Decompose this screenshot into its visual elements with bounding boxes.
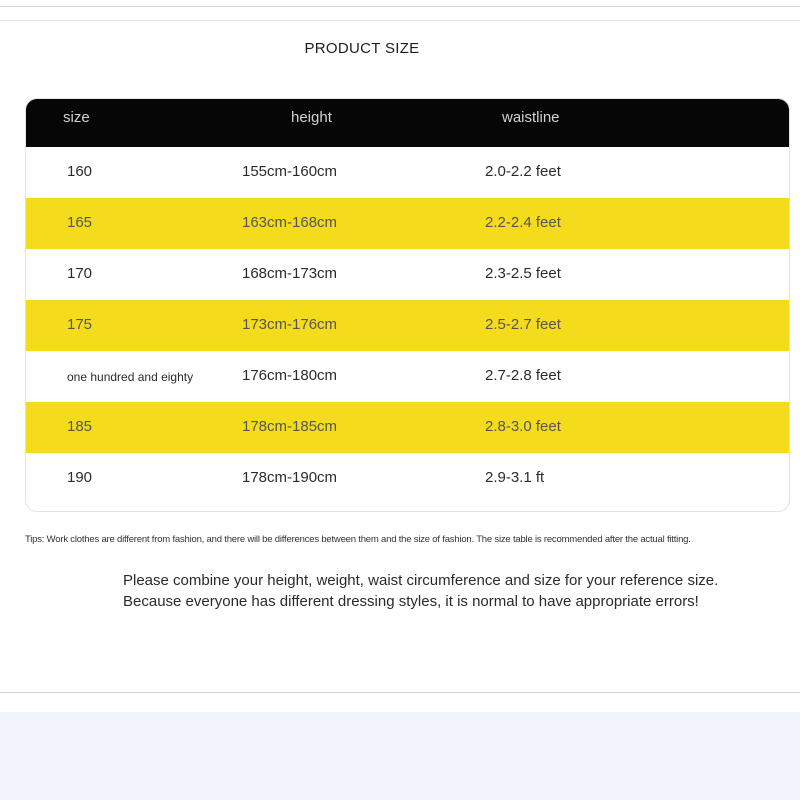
- cell-size: 160: [67, 163, 93, 180]
- table-row: [26, 351, 789, 402]
- cell-waistline: 2.8-3.0 feet: [485, 418, 561, 435]
- cell-height: 176cm-180cm: [242, 367, 338, 384]
- table-row: [26, 147, 789, 198]
- page-title: PRODUCT SIZE: [304, 40, 420, 57]
- reference-note: Please combine your height, weight, waist circumference and size for your reference size. Because everyone has different dressing styles, it is normal to have appropriate errors!: [123, 572, 719, 610]
- table-row: [26, 402, 789, 453]
- top-divider-secondary: [0, 20, 800, 21]
- cell-size: one hundred and eighty: [67, 370, 194, 384]
- cell-height: 173cm-176cm: [242, 316, 338, 333]
- cell-height: 168cm-173cm: [242, 265, 338, 282]
- cell-waistline: 2.5-2.7 feet: [485, 316, 561, 333]
- cell-size: 165: [67, 214, 93, 231]
- cell-size: 175: [67, 316, 93, 333]
- table-row: [26, 198, 789, 249]
- header-waistline: waistline: [502, 109, 560, 126]
- cell-waistline: 2.3-2.5 feet: [485, 265, 561, 282]
- cell-waistline: 2.9-3.1 ft: [485, 469, 545, 486]
- header-height: height: [291, 109, 332, 126]
- cell-height: 163cm-168cm: [242, 214, 338, 231]
- size-table: [25, 98, 790, 512]
- cell-size: 170: [67, 265, 93, 282]
- table-row: [26, 453, 789, 504]
- cell-waistline: 2.0-2.2 feet: [485, 163, 561, 180]
- cell-waistline: 2.7-2.8 feet: [485, 367, 561, 384]
- cell-height: 178cm-190cm: [242, 469, 338, 486]
- table-header: [26, 99, 789, 147]
- cell-height: 155cm-160cm: [242, 163, 338, 180]
- bottom-divider: [0, 692, 800, 693]
- cell-size: 190: [67, 469, 93, 486]
- tips-text: Tips: Work clothes are different from fashion, and there will be differences between them and the size of fashion. The size table is recommended after the actual fitting.: [25, 534, 691, 545]
- table-row: [26, 249, 789, 300]
- cell-waistline: 2.2-2.4 feet: [485, 214, 561, 231]
- cell-height: 178cm-185cm: [242, 418, 338, 435]
- header-size: size: [63, 109, 90, 126]
- table-row: [26, 300, 789, 351]
- top-divider: [0, 6, 800, 7]
- footer-band: [0, 712, 800, 800]
- cell-size: 185: [67, 418, 93, 435]
